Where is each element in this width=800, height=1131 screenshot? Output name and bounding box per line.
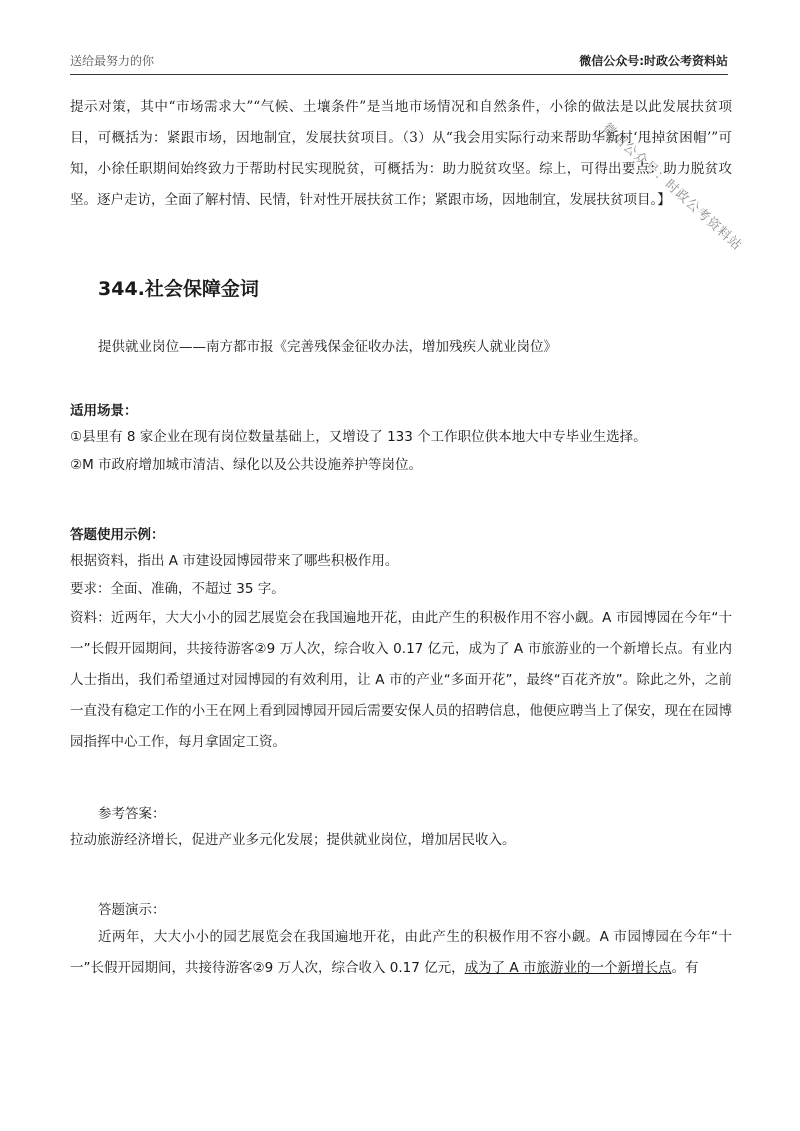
header-slogan: 送给最努力的你 xyxy=(70,54,155,68)
section-subtitle: 提供就业岗位——南方都市报《完善残保金征收办法，增加残疾人就业岗位》 xyxy=(98,339,557,355)
header-divider xyxy=(70,74,728,75)
scenario-item: ①县里有 8 家企业在现有岗位数量基础上，又增设了 133 个工作职位供本地大中专毕业生选择。 xyxy=(70,429,647,445)
example-material: 资料：近两年，大大小小的园艺展览会在我国遍地开花，由此产生的积极作用不容小觑。A 市园博园在今年“十一”长假开园期间，共接待游客②9 万人次，综合收入 0.17 亿元，成为了 A 市旅游业的一个新增长点。有业内人士指出，我们希望通过对园博园的有效利用，让 A 市的产业“多面开花”，最终“百花齐放”。除此之外，之前一直没有稳定工作的小王在网上看到园博园开园后需要安保人员的招聘信息，他便应聘当上了保安，现在在园博园指挥中心工作，每月拿固定工资。 xyxy=(70,610,732,750)
example-requirement: 要求：全面、准确，不超过 35 字。 xyxy=(70,581,285,597)
demo-text: 近两年，大大小小的园艺展览会在我国遍地开花，由此产生的积极作用不容小觑。A 市园博园在今年“十一”长假开园期间，共接待游客②9 万人次，综合收入 0.17 亿元， xyxy=(70,929,732,976)
page-header xyxy=(70,52,728,74)
header-source: 微信公众号:时政公考资料站 xyxy=(579,54,728,68)
demo-paragraph xyxy=(70,922,732,984)
reference-label: 参考答案： xyxy=(98,806,166,822)
example-label: 答题使用示例： xyxy=(70,527,165,543)
demo-label: 答题演示： xyxy=(98,902,166,918)
scenario-item: ②M 市政府增加城市清洁、绿化以及公共设施养护等岗位。 xyxy=(70,457,423,473)
document-body xyxy=(70,92,732,984)
reference-answer: 拉动旅游经济增长，促进产业多元化发展；提供就业岗位，增加居民收入。 xyxy=(70,832,516,848)
section-title: 344.社会保障金词 xyxy=(98,278,259,300)
scenarios-label: 适用场景： xyxy=(70,403,138,419)
demo-text-tail: 。有 xyxy=(671,960,699,976)
watermark: 微信公众号：时政公考资料站 xyxy=(599,120,745,254)
intro-paragraph: 提示对策，其中“市场需求大”“气候、土壤条件”是当地市场情况和自然条件，小徐的做法是以此发展扶贫项目，可概括为：紧跟市场，因地制宜，发展扶贫项目。（3）从“我会用实际行动来帮助华新村‘甩掉贫困帽’”可知，小徐任职期间始终致力于帮助村民实现脱贫，可概括为：助力脱贫攻坚。综上，可得出要点：助力脱贫攻坚。逐户走访，全面了解村情、民情，针对性开展扶贫工作；紧跟市场，因地制宜，发展扶贫项目。】 xyxy=(70,99,732,208)
demo-underlined-text: 成为了 A 市旅游业的一个新增长点 xyxy=(464,960,672,976)
example-question: 根据资料，指出 A 市建设园博园带来了哪些积极作用。 xyxy=(70,553,399,569)
